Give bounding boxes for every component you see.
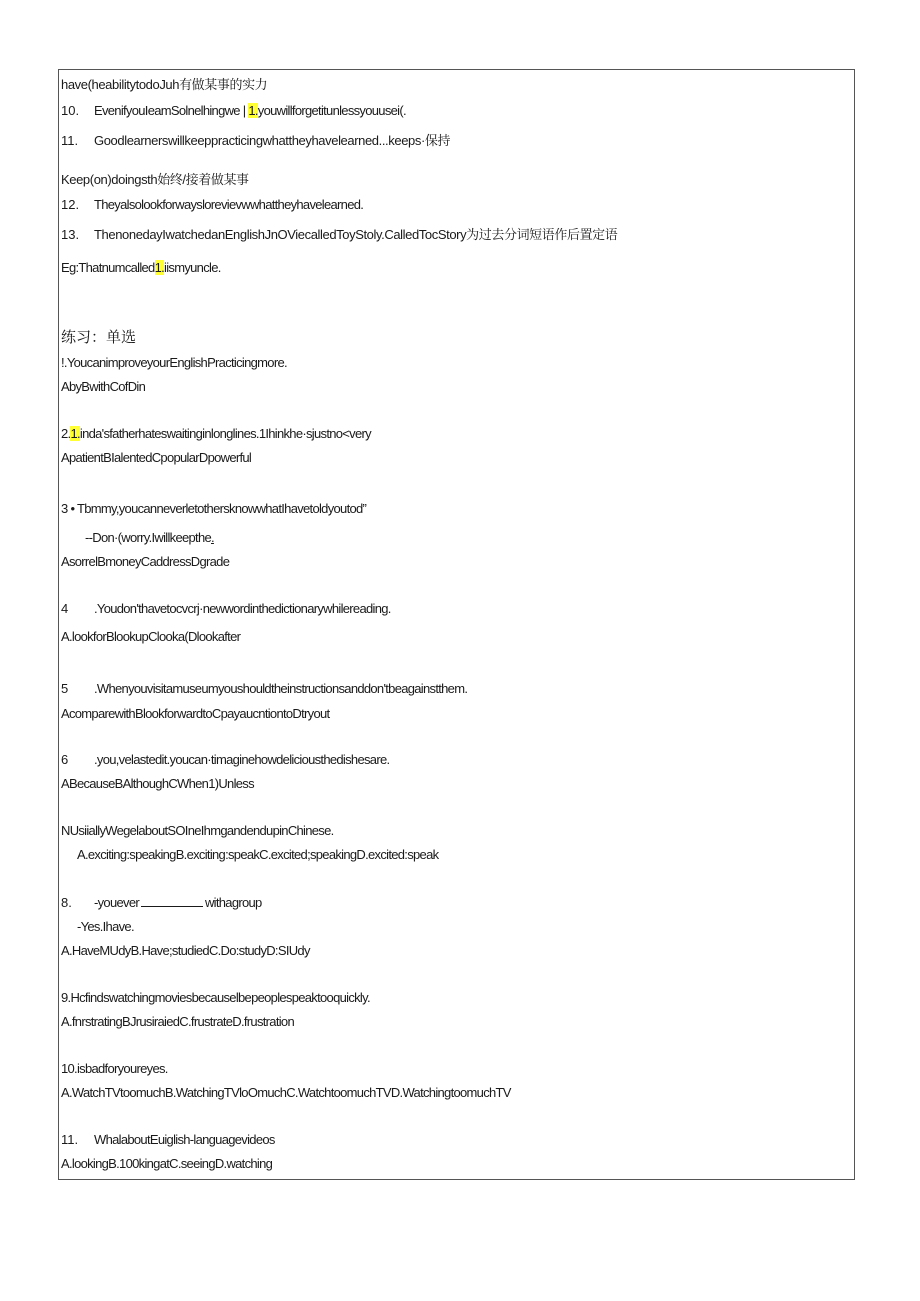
question-number: 5	[61, 681, 69, 696]
question-8	[61, 895, 262, 911]
question-3: 3 • Tbmmy,youcanneverletothersknowwhatIhavetoldyoutod”	[61, 501, 367, 516]
question-8-options: A.HaveMUdyB.Have;studiedC.Do:studyD:SIUdy	[61, 943, 310, 958]
question-8-reply: -Yes.Ihave.	[77, 919, 134, 934]
question-10-options: A.WatchTVtoomuchB.WatchingTVloOmuchC.WatchtoomuchTVD.WatchingtoomuchTV	[61, 1085, 511, 1100]
item-text: Goodlearnerswillkeeppracticingwhattheyhavelearned...keeps·保持	[94, 133, 451, 148]
example-tail: iismyuncle.	[164, 260, 221, 275]
separator: |	[239, 103, 249, 118]
item-number: 10.	[61, 103, 80, 118]
reply-text: --Don·(worry.Iwillkeepthe	[85, 530, 212, 545]
answer-blank	[141, 895, 203, 907]
question-3-reply	[85, 530, 214, 546]
question-5-options: AcomparewithBlookforwardtoCpayaucntiontoDtryout	[61, 706, 330, 721]
item-text: ThenonedayIwatchedanEnglishJnOViecalledToyStoly.CalledTocStory为过去分词短语作后置定语	[94, 227, 618, 242]
question-11-options: A.lookingB.100kingatC.seeingD.watching	[61, 1156, 273, 1171]
highlight-mark: 1.	[154, 260, 165, 275]
question-text: .Whenyouvisitamuseumyoushouldtheinstructionsanddon'tbeagainstthem.	[94, 681, 468, 696]
item-text-tail: youwillforgetitunlessyouusei(.	[257, 103, 406, 118]
question-text: inda'sfatherhateswaitinginlonglines.1Ihinkhe·sjustno<very	[79, 426, 371, 441]
question-6-options: ABecauseBAlthoughCWhen1)Unless	[61, 776, 254, 791]
question-number: 8.	[61, 895, 72, 910]
note-item-13	[61, 227, 617, 243]
question-3-options: AsorrelBmoneyCaddressDgrade	[61, 554, 230, 569]
question-4-options: A.lookforBlookupClooka(Dlookafter	[61, 629, 241, 644]
note-keep-doing: Keep(on)doingsth始终/接着做某事	[61, 172, 249, 187]
note-item-12	[61, 197, 363, 213]
question-text-tail: withagroup	[204, 895, 262, 910]
question-9-options: A.fnrstratingBJrusiraiedC.frustrateD.frustration	[61, 1014, 294, 1029]
exercise-heading: 练习：单选	[61, 329, 137, 346]
item-number: 11.	[61, 133, 79, 148]
question-number: 11.	[61, 1132, 79, 1147]
question-text: WhalaboutEuiglish-languagevideos	[94, 1132, 275, 1147]
highlight-mark: 1.	[248, 103, 258, 118]
question-2	[61, 426, 371, 442]
question-5	[61, 681, 467, 697]
reply-mark: .	[211, 530, 214, 545]
question-number: 4	[61, 601, 69, 616]
item-text: EvenifyouIeamSolnelhingwe	[94, 103, 240, 118]
item-number: 12.	[61, 197, 80, 212]
question-10: 10.isbadforyoureyes.	[61, 1061, 168, 1076]
question-number: 6	[61, 752, 69, 767]
question-7-options: A.exciting:speakingB.exciting:speakC.excited;speakingD.excited:speak	[77, 847, 439, 862]
note-item-11	[61, 133, 450, 149]
question-text: .you,velastedit.youcan·timaginehowdeliciousthedishesare.	[94, 752, 390, 767]
question-9: 9.Hcfindswatchingmoviesbecauselbepeoplespeaktooquickly.	[61, 990, 370, 1005]
item-text: Theyalsolookforwayslorevievwwhattheyhavelearned.	[94, 197, 364, 212]
note-have-ability: have(heabilitytodoJuh有做某事的实力	[61, 77, 268, 92]
question-11	[61, 1132, 275, 1148]
question-text: -youever	[94, 895, 139, 910]
item-number: 13.	[61, 227, 80, 242]
question-6	[61, 752, 389, 768]
question-1-options: AbyBwithCofDin	[61, 379, 146, 394]
question-text: .Youdon'thavetocvcrj·newwordinthedictionarywhilereading.	[94, 601, 391, 616]
highlight-mark: 1.	[70, 426, 80, 441]
note-item-10	[61, 103, 406, 119]
question-7: NUsiiallyWegelaboutSOIneIhmgandendupinChinese.	[61, 823, 334, 838]
question-number: 2.	[61, 426, 71, 441]
note-example	[61, 260, 221, 276]
question-4	[61, 601, 391, 617]
example-prefix: Eg:Thatnumcalled	[61, 260, 155, 275]
question-1: !.YoucanimproveyourEnglishPracticingmore.	[61, 355, 287, 370]
question-2-options: ApatientBIalentedCpopularDpowerful	[61, 450, 252, 465]
